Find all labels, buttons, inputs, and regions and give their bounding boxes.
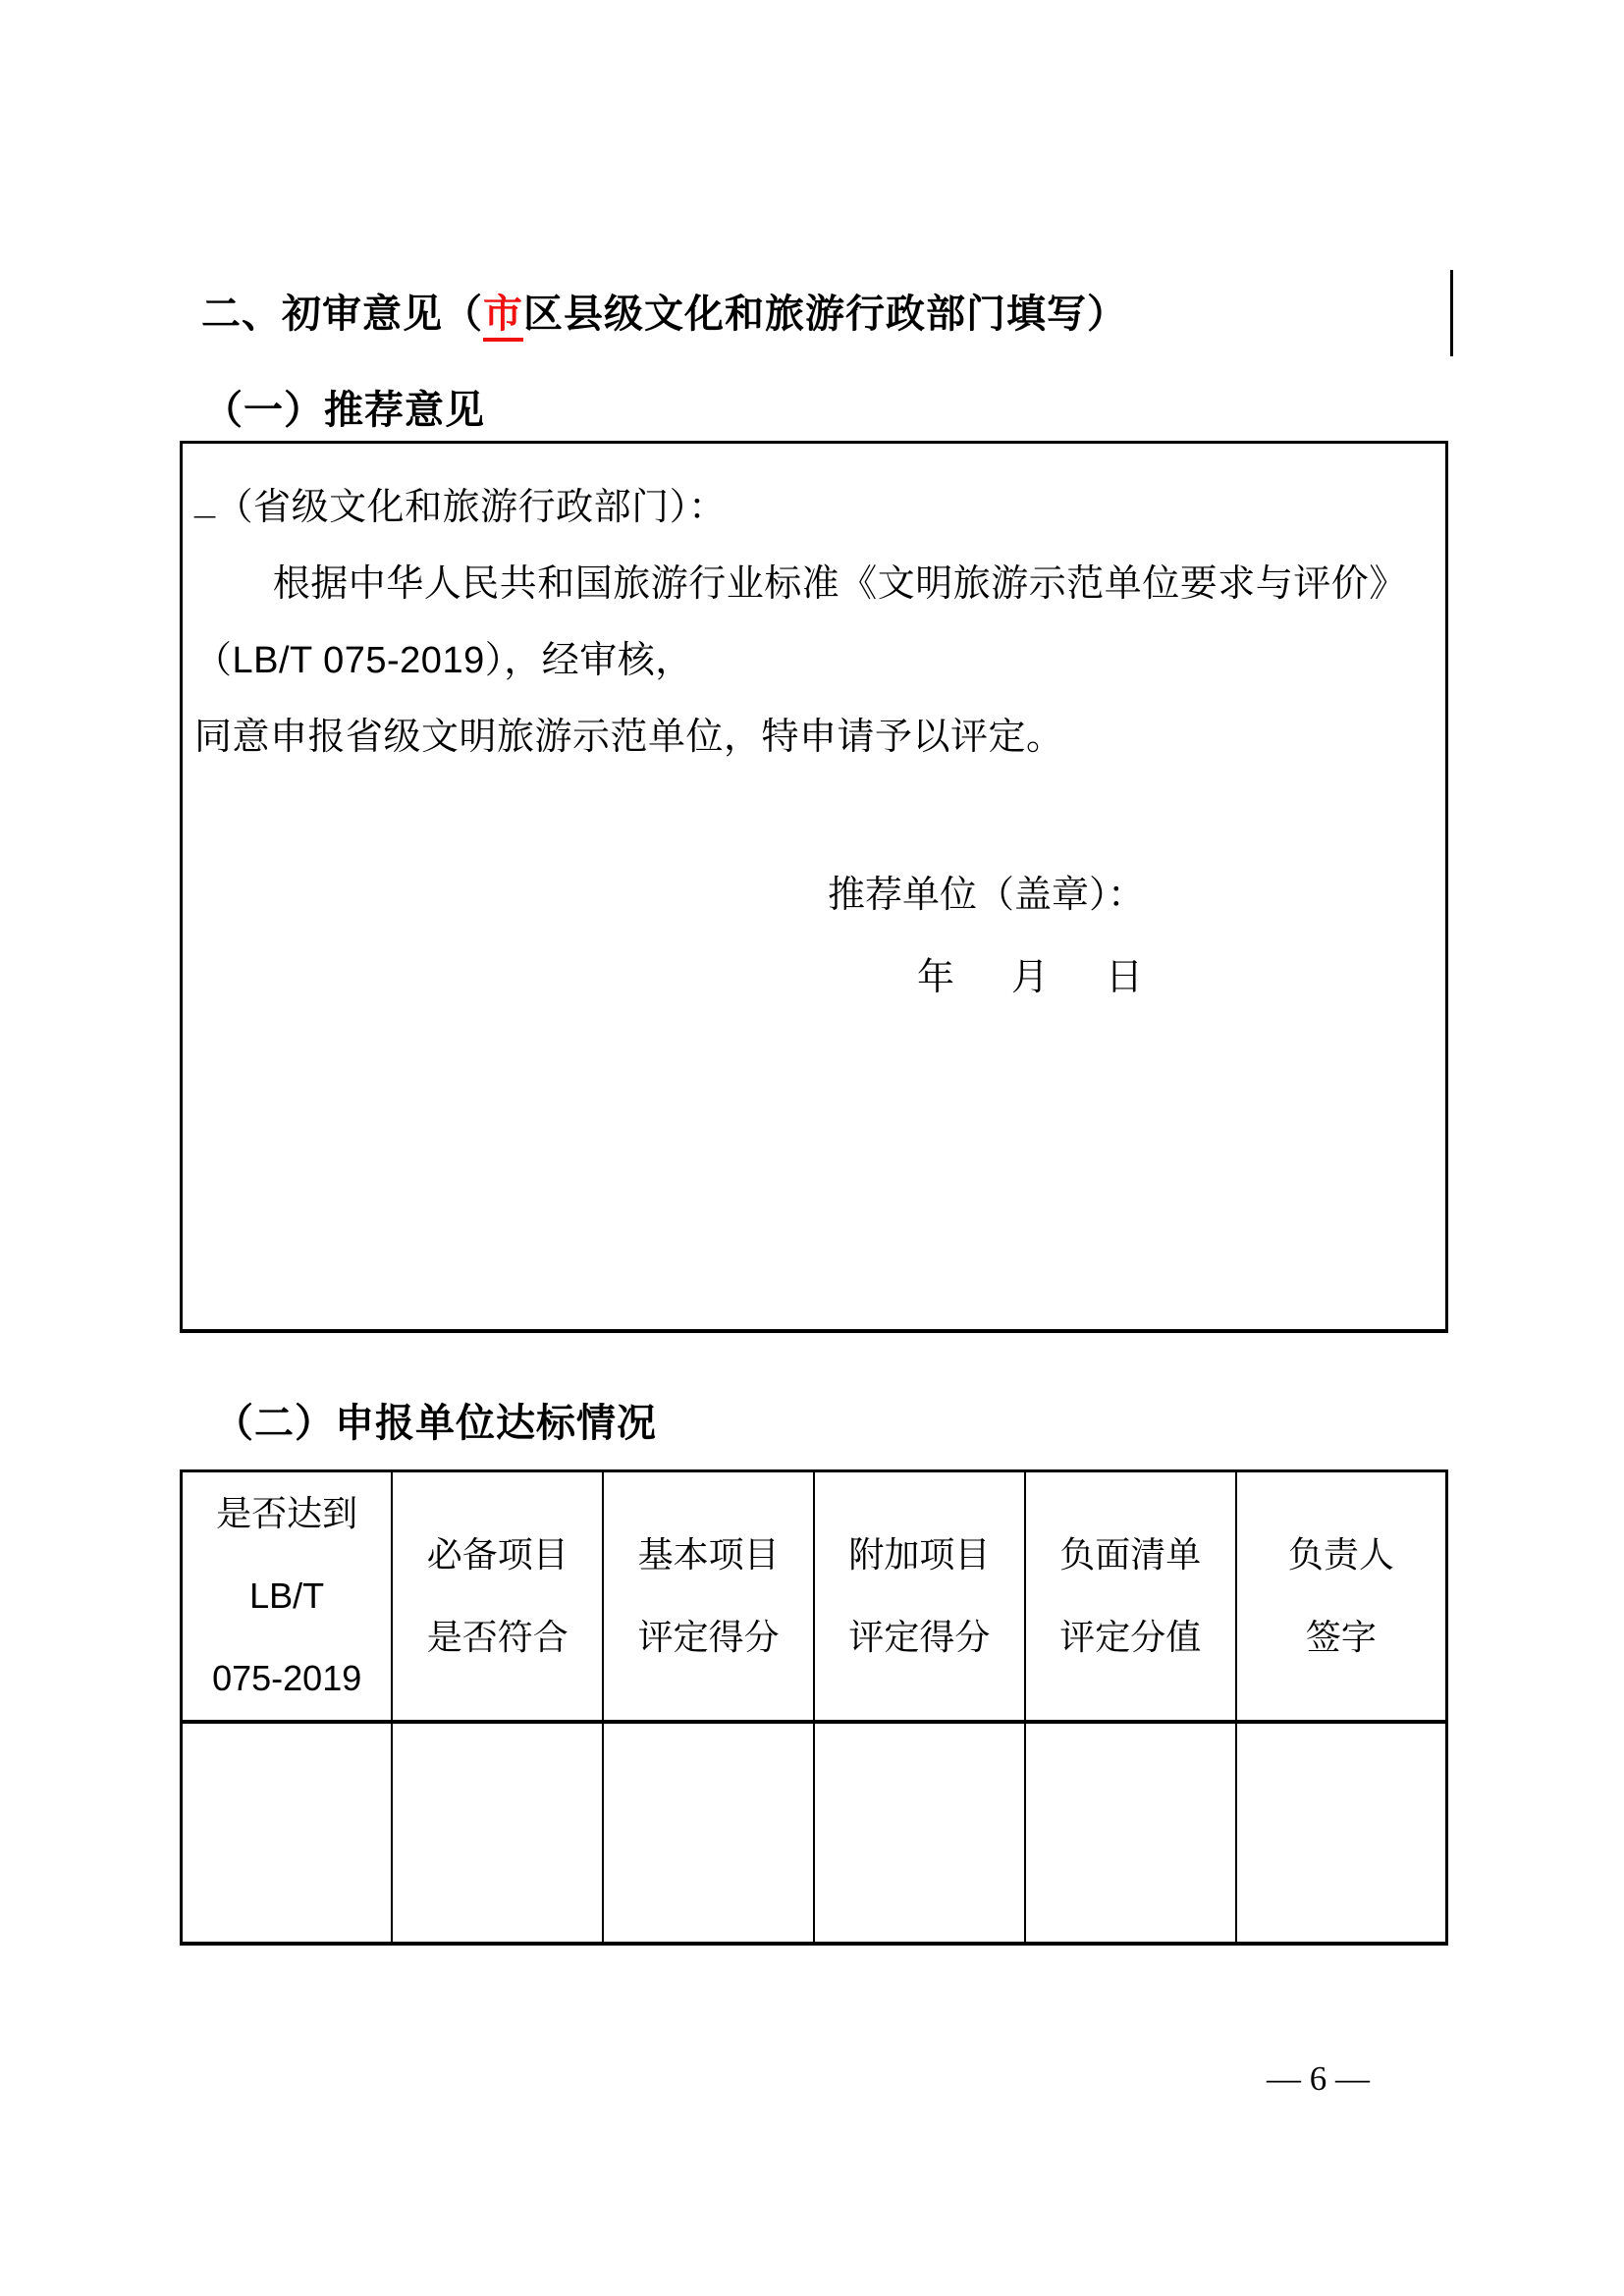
table-empty-data-row [182,1722,1447,1944]
empty-cell-standard-met [182,1722,393,1944]
empty-cell-negative-list-score [1025,1722,1236,1944]
header-cell-required-items: 必备项目 是否符合 [392,1471,603,1723]
salutation-line [194,469,1435,546]
stamp-label: 推荐单位（盖章）： [828,875,1146,916]
empty-cell-basic-items-score [603,1722,814,1944]
header-cell-basic-items-score: 基本项目 评定得分 [603,1471,814,1723]
page-number: — 6 — [1267,2059,1370,2098]
header-cell-additional-items-score: 附加项目 评定得分 [814,1471,1025,1723]
heading-suffix: 区县级文化和旅游行政部门填写） [523,293,1127,336]
date-blank-line: 年 月 日 [917,957,1154,998]
margin-caret-line [1450,270,1453,356]
empty-cell-required-items [392,1722,603,1944]
subsection-title-compliance: （二）申报单位达标情况 [214,1402,657,1445]
empty-cell-additional-items-score [814,1722,1025,1944]
header-cell-standard-met: 是否达到 LB/T 075-2019 [182,1471,393,1723]
section-heading-preliminary-review [201,283,1127,339]
header-cell-responsible-signature: 负责人 签字 [1236,1471,1447,1723]
body-line-standard-reference: 根据中华人民共和国旅游行业标准《文明旅游示范单位要求与评价》 [272,563,1407,605]
salutation-text: （省级文化和旅游行政部门）： [215,487,727,528]
heading-red-highlight: 市 [483,293,523,342]
empty-cell-responsible-signature [1236,1722,1447,1944]
recommendation-opinion-box [180,441,1448,1333]
fill-in-blank: _ [194,481,216,522]
compliance-table [180,1469,1448,1946]
heading-prefix: 二、初审意见（ [201,293,483,336]
body-line-approval: 同意申报省级文明旅游示范单位，特申请予以评定。 [194,717,1064,758]
header-cell-negative-list-score: 负面清单 评定分值 [1025,1471,1236,1723]
subsection-title-recommendation: （一）推荐意见 [203,389,485,432]
table-header-row [182,1471,1447,1723]
body-line-standard-number: （LB/T 075-2019），经审核， [194,640,693,681]
